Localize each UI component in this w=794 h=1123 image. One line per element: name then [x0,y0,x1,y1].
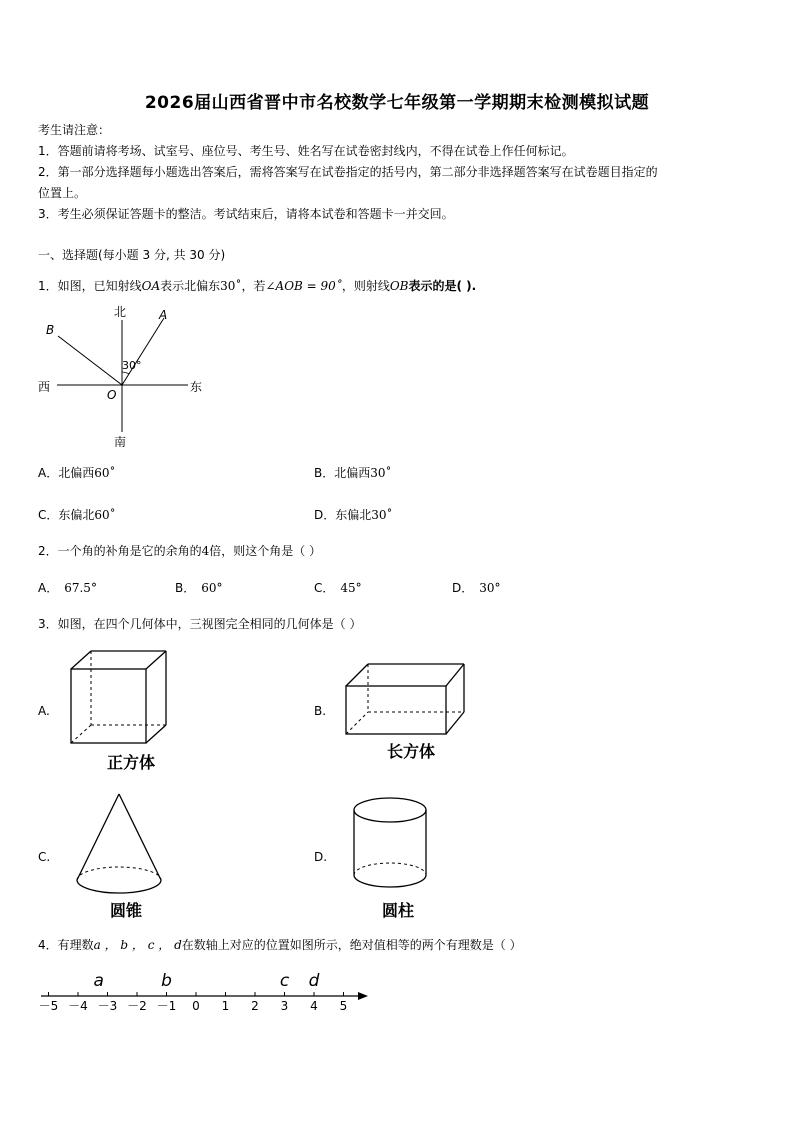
q2-stem-pre: 2．一个角的补角是它的余角的 [38,544,202,558]
q3-stem: 3．如图，在四个几何体中，三视图完全相同的几何体是（ ） [38,617,362,631]
q1-stem [38,277,476,294]
q1-stem-mid1: 表示北偏东 [160,279,221,293]
option-letter: B． [314,466,335,480]
q3-cone-figure [70,790,170,922]
option-value: 30˚ [370,466,392,480]
q1-deg: 30˚ [220,279,242,293]
option-letter: D． [314,508,336,522]
q2-option-c[interactable] [314,579,362,596]
number-line-tick-label: 5 [339,999,348,1013]
option-value: 30˚ [371,508,393,522]
section-heading: 一、选择题(每小题 3 分, 共 30 分) [38,248,226,262]
number-line-tick-label: －2 [127,999,147,1013]
label-point-a: A [159,308,168,322]
option-text: 东偏北 [335,508,372,522]
q1-compass-figure [30,300,220,450]
q4-stem [38,936,522,953]
q1-option-c[interactable] [38,506,116,523]
q2-option-d[interactable] [452,579,501,596]
q3-caption-a: 正方体 [107,753,156,772]
q3-option-b-letter[interactable]: B. [314,704,327,718]
q3-option-d-letter[interactable]: D. [314,850,328,864]
label-south: 南 [114,435,127,449]
q2-stem [38,542,321,559]
ray-oa [122,318,164,385]
number-line-tick-label: 3 [280,999,289,1013]
q1-option-b[interactable] [314,464,392,481]
q2-num: 4 [201,544,210,558]
number-line-tick-label: 4 [310,999,318,1013]
number-line-point-a: a [93,971,104,991]
option-value: 60˚ [94,466,116,480]
option-letter: A． [38,466,59,480]
number-line-tick-label: 0 [192,999,200,1013]
q2-stem-post: 倍，则这个角是（ ） [209,544,322,558]
number-line-tick-label: －1 [156,999,177,1013]
angle-arc [122,372,129,374]
label-east: 东 [190,380,203,394]
label-point-b: B [46,323,55,337]
label-north: 北 [114,305,127,319]
q2-option-b[interactable] [175,579,223,596]
number-line-tick-label: －5 [38,999,59,1013]
option-value: 60° [201,581,223,595]
number-line-point-c: c [279,971,290,991]
q1-stem-mid2: ，若 [241,279,266,293]
number-line-arrow [358,992,368,1000]
q3-cylinder-figure [345,790,445,922]
number-line-point-d: d [308,971,320,991]
q1-option-d[interactable] [314,506,393,523]
notice-item-2-cont: 位置上。 [38,186,87,200]
option-letter: A． [38,581,59,595]
number-line-point-b: b [161,971,172,991]
option-value: 60˚ [94,508,116,522]
q4-number-line [36,966,376,1016]
q4-stem-post: 在数轴上对应的位置如图所示，绝对值相等的两个有理数是（ ） [181,938,522,952]
q1-stem-post: 表示的是( ). [408,279,477,293]
option-text: 北偏西 [58,466,95,480]
option-letter: B． [175,581,196,595]
option-letter: C． [314,581,335,595]
q3-option-c-letter[interactable]: C. [38,850,51,864]
number-line-tick-label: 1 [221,999,230,1013]
label-angle-30: 30° [122,359,142,372]
notice-item-2: 2．第一部分选择题每小题选出答案后，需将答案写在试卷指定的括号内，第二部分非选择题答案写在试卷题目指定的 [38,165,658,179]
option-letter: D． [452,581,474,595]
option-value: 67.5° [64,581,97,595]
q1-ob: OB [389,279,409,293]
number-line-tick-label: 2 [251,999,259,1013]
q3-caption-d: 圆柱 [382,901,415,920]
q3-caption-c: 圆锥 [110,901,143,920]
option-text: 北偏西 [334,466,371,480]
q3-cube-figure [60,648,190,776]
option-text: 东偏北 [58,508,95,522]
q4-stem-pre: 4．有理数 [38,938,94,952]
q3-caption-b: 长方体 [387,742,436,761]
label-west: 西 [38,380,51,394]
label-origin: O [107,388,117,402]
notice-item-1: 1．答题前请将考场、试室号、座位号、考生号、姓名写在试卷密封线内，不得在试卷上作任何标记。 [38,144,574,158]
number-line-tick-label: －4 [68,999,88,1013]
notice-item-3: 3．考生必须保证答题卡的整洁。考试结束后，请将本试卷和答题卡一并交回。 [38,207,454,221]
q1-option-a[interactable] [38,464,116,481]
q1-stem-mid3: ，则射线 [341,279,390,293]
exam-title: 2026届山西省晋中市名校数学七年级第一学期期末检测模拟试题 [144,93,650,113]
option-value: 45° [340,581,362,595]
q4-vars: a ， b ， c ， d [93,938,182,952]
q1-oa: OA [141,279,161,293]
q1-angle: ∠AOB = 90˚ [265,279,342,293]
number-line-tick-label: －3 [97,999,118,1013]
q2-option-a[interactable] [38,579,97,596]
ray-ob [58,336,122,385]
option-value: 30° [479,581,501,595]
notice-heading: 考生请注意： [38,123,111,137]
q3-cuboid-figure [340,656,480,766]
q1-stem-pre: 1．如图，已知射线 [38,279,142,293]
option-letter: C． [38,508,59,522]
q3-option-a-letter[interactable]: A. [38,704,50,718]
